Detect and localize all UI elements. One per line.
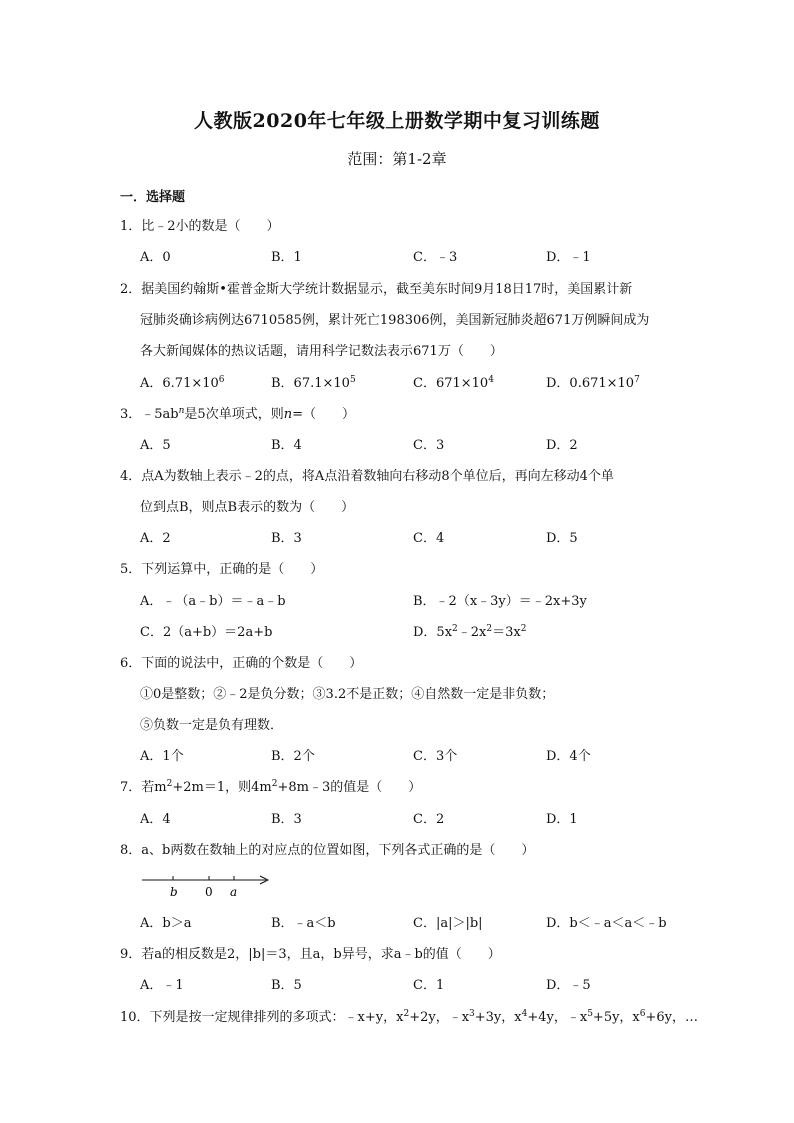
q2-option-c: C．$671\times 10^4$ xyxy=(413,375,494,391)
q1-option-b: B．1 xyxy=(271,250,302,265)
q2-option-b: B．$67.1\times 10^5$ xyxy=(271,375,356,391)
q7-option-c: C．2 xyxy=(413,812,445,827)
q3-option-c: C．3 xyxy=(413,438,445,453)
q5-option-b: B．﹣2（x﹣3y）＝﹣2x+3y xyxy=(413,594,587,609)
question-4-stem-line-2: 位到点B，则点B表示的数为（ ） xyxy=(140,500,355,515)
q9-option-d: D．﹣5 xyxy=(546,978,591,993)
question-10-stem: 10．下列是按一定规律排列的多项式：﹣x+y，$x^2+2y$，$﹣x^3+3y$，$x^4+4y$，$﹣x^5+5y$，$x^6+6y$，… xyxy=(120,1009,699,1025)
q5-option-a: A．﹣（a﹣b）＝﹣a﹣b xyxy=(140,594,286,609)
question-3-stem: 3．$﹣5ab^n$是5次单项式，则n=（ ） xyxy=(120,406,355,422)
q5-option-d: D．$5x^2﹣2x^2=3x^2$ xyxy=(413,624,527,640)
question-6-statements-line-1: ①0是整数；②﹣2是负分数；③3.2不是正数；④自然数一定是非负数； xyxy=(140,687,555,702)
q9-option-a: A．﹣1 xyxy=(140,978,184,993)
axis-label-0: 0 xyxy=(205,885,213,899)
q1-option-c: C．﹣3 xyxy=(413,250,458,265)
page-title: 人教版2020年七年级上册数学期中复习训练题 xyxy=(194,110,600,132)
q6-option-b: B．2个 xyxy=(271,749,315,764)
q5-option-c: C．2（a+b）＝2a+b xyxy=(140,625,273,640)
q1-option-a: A．0 xyxy=(140,250,171,265)
q7-option-d: D．1 xyxy=(546,812,578,827)
q7-option-a: A．4 xyxy=(140,812,171,827)
question-4-stem-line-1: 4．点A为数轴上表示﹣2的点，将A点沿着数轴向右移动8个单位后，再向左移动4个单 xyxy=(120,469,614,484)
q8-option-c: C．|a|＞|b| xyxy=(413,916,483,931)
q6-option-d: D．4个 xyxy=(546,749,591,764)
q3-option-b: B．4 xyxy=(271,438,302,453)
q9-option-b: B．5 xyxy=(271,978,302,993)
question-5-stem: 5．下列运算中，正确的是（ ） xyxy=(120,562,324,577)
question-6-statements-line-2: ⑤负数一定是负有理数． xyxy=(140,718,284,733)
question-8-stem: 8．a、b两数在数轴上的对应点的位置如图，下列各式正确的是（ ） xyxy=(120,843,535,858)
q9-option-c: C．1 xyxy=(413,978,445,993)
q7-option-b: B．3 xyxy=(271,812,302,827)
axis-label-b: b xyxy=(170,885,178,899)
question-2-stem-line-1: 2．据美国约翰斯•霍普金斯大学统计数据显示，截至美东时间9月18日17时，美国累计新 xyxy=(120,282,633,297)
q6-option-c: C．3个 xyxy=(413,749,458,764)
q3-option-a: A．5 xyxy=(140,438,171,453)
question-2-stem-line-3: 各大新闻媒体的热议话题，请用科学记数法表示671万（ ） xyxy=(140,344,503,359)
q8-option-a: A．b＞a xyxy=(140,916,192,931)
q2-option-a: A．$6.71\times 10^6$ xyxy=(140,375,225,391)
q8-option-b: B．﹣a＜b xyxy=(271,916,336,931)
q4-option-d: D．5 xyxy=(546,531,578,546)
q6-option-a: A．1个 xyxy=(140,749,184,764)
question-6-stem: 6．下面的说法中，正确的个数是（ ） xyxy=(120,656,363,671)
question-2-stem-line-2: 冠肺炎确诊病例达6710585例，累计死亡198306例，美国新冠肺炎超671万例瞬间成为 xyxy=(140,313,650,328)
question-1-stem: 1．比﹣2小的数是（ ） xyxy=(120,219,280,234)
question-7-stem: 7．若$m^2+2m=1$，则$4m^2+8m﹣3$的值是（ ） xyxy=(120,779,422,795)
number-line-figure xyxy=(138,868,278,902)
q3-option-d: D．2 xyxy=(546,438,578,453)
q4-option-a: A．2 xyxy=(140,531,171,546)
axis-label-a: a xyxy=(230,885,238,899)
q4-option-c: C．4 xyxy=(413,531,445,546)
section-heading: 一．选择题 xyxy=(120,190,186,205)
question-9-stem: 9．若a的相反数是2，|b|＝3，且a，b异号，求a﹣b的值（ ） xyxy=(120,947,501,962)
q8-option-d: D．b＜﹣a＜a＜﹣b xyxy=(546,916,667,931)
q1-option-d: D．﹣1 xyxy=(546,250,591,265)
page-subtitle: 范围：第1-2章 xyxy=(347,150,447,168)
q4-option-b: B．3 xyxy=(271,531,302,546)
q2-option-d: D．$0.671\times 10^7$ xyxy=(546,375,640,391)
